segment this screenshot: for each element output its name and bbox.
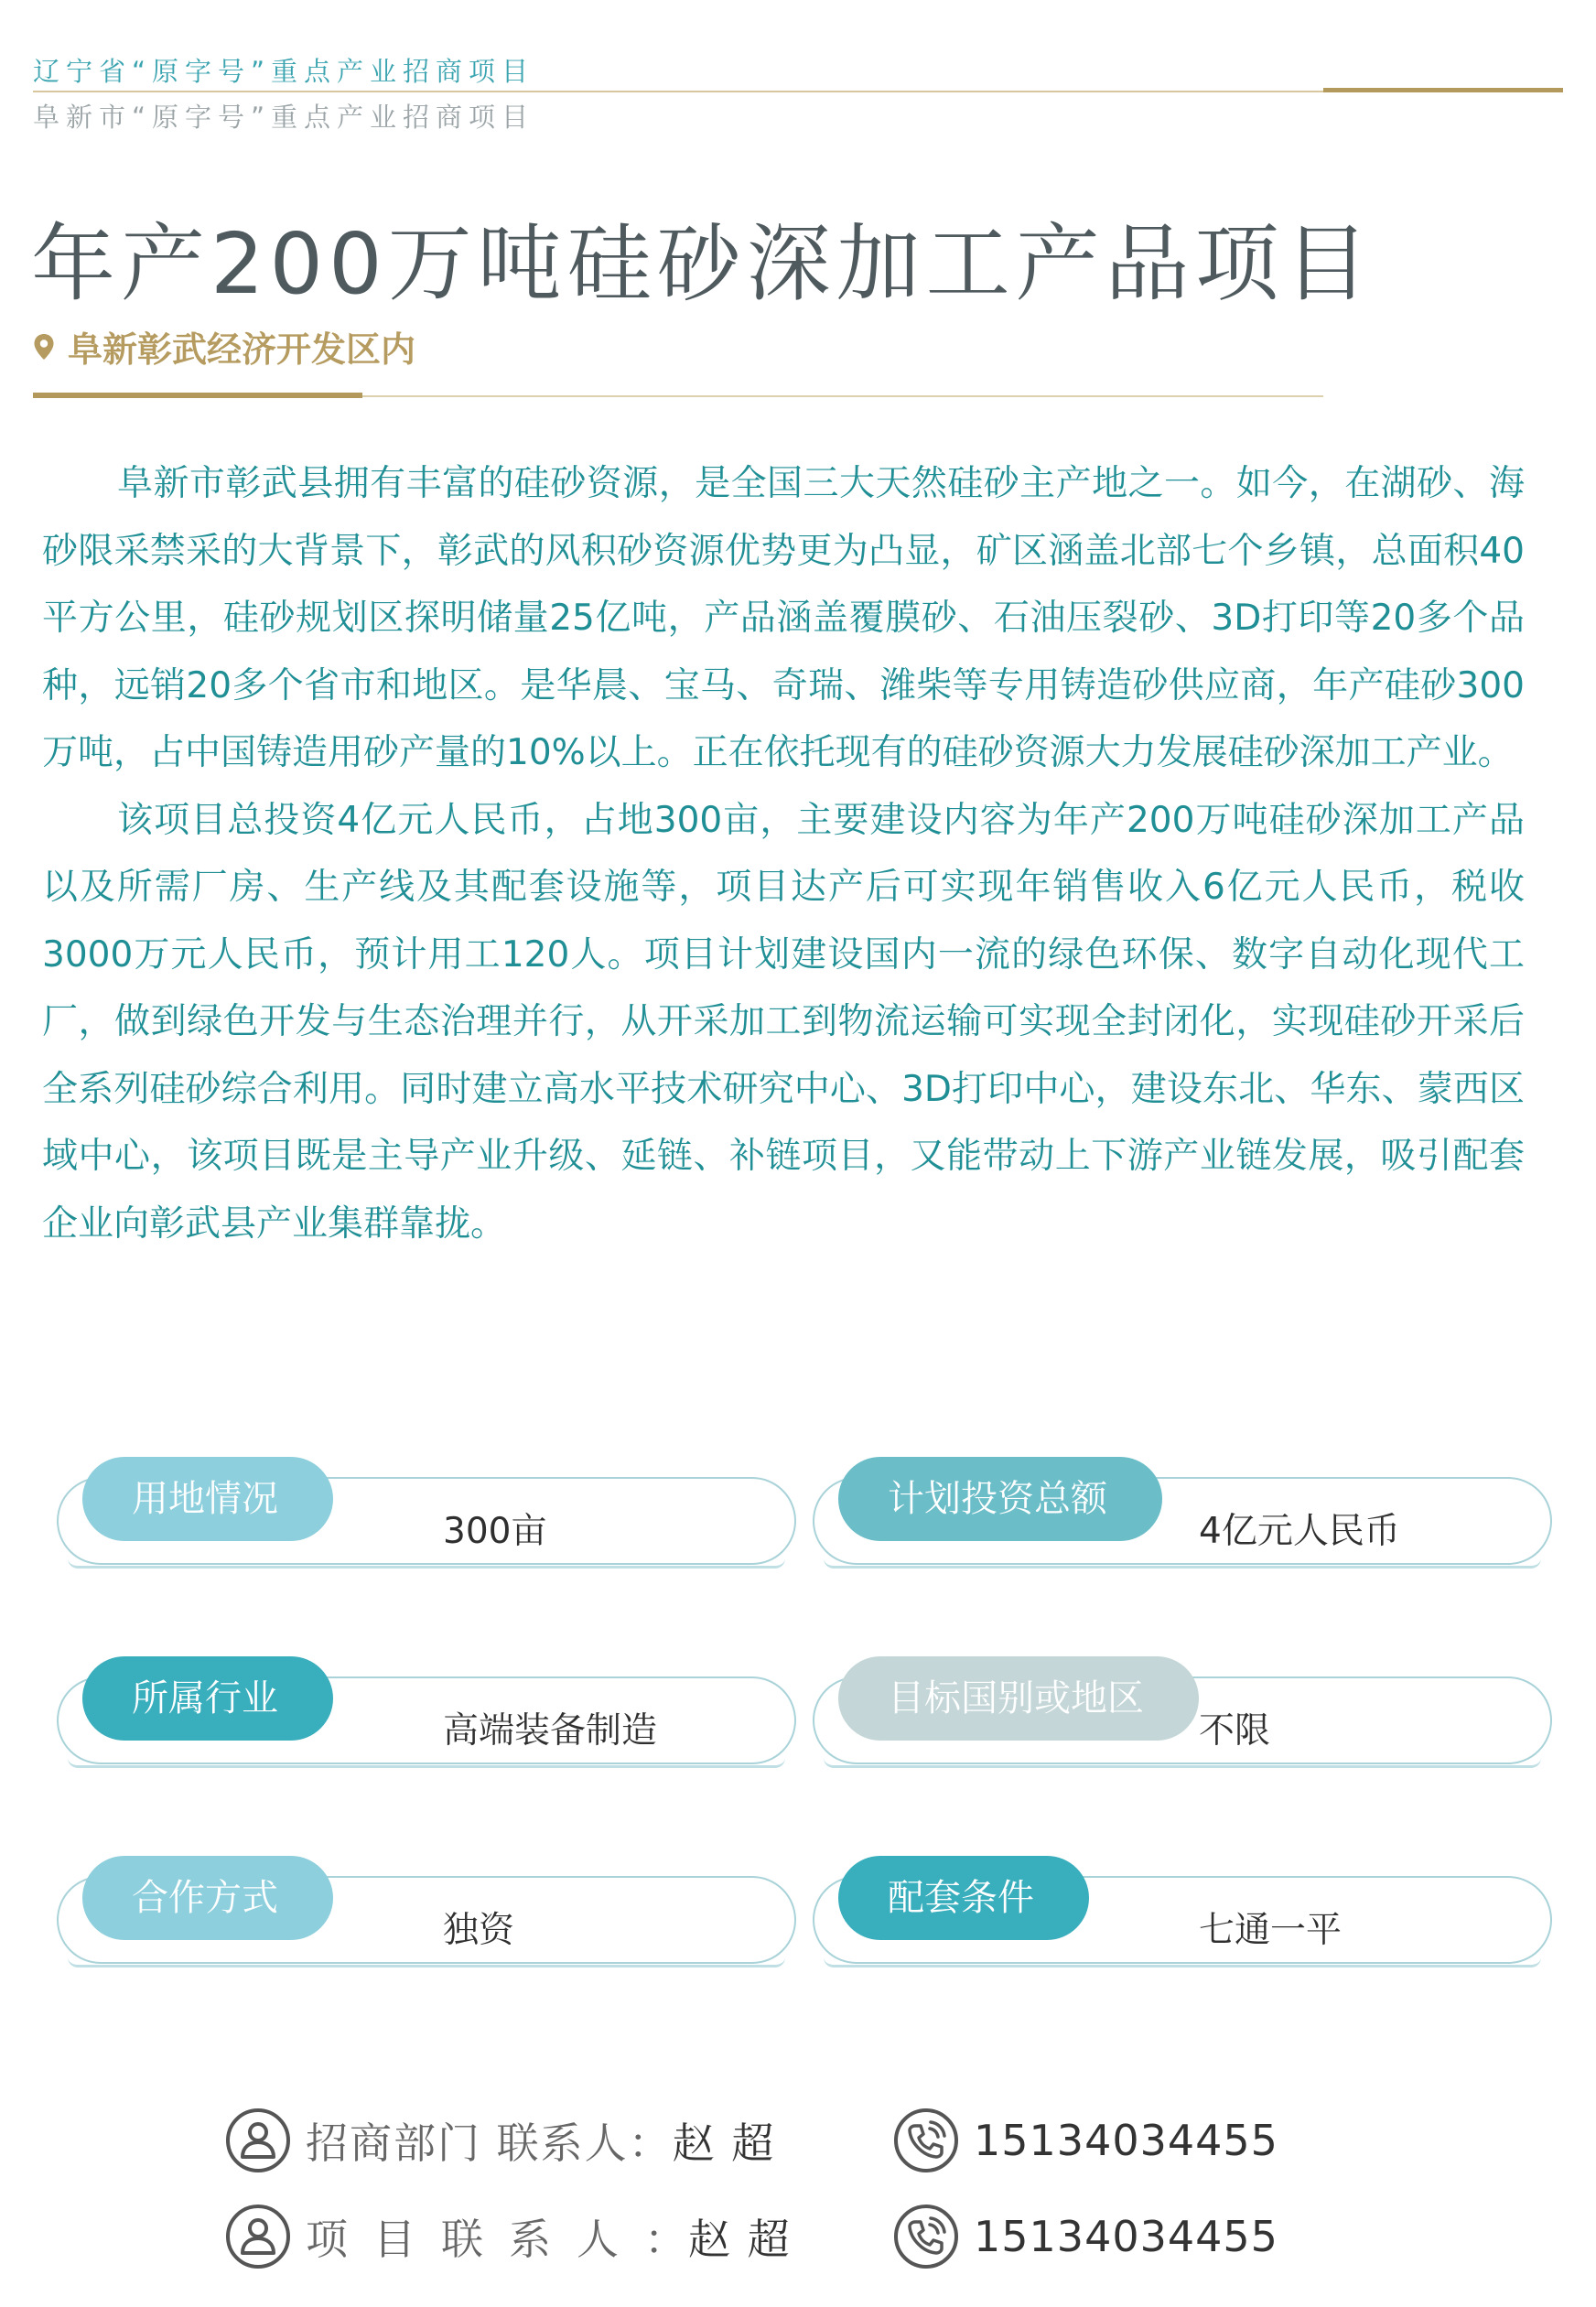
header-divider-accent [1323,88,1563,92]
contact-row-department [225,2108,775,2173]
info-value: 独资 [443,1910,515,1951]
title-divider-accent [33,393,362,398]
info-value: 300亩 [443,1511,547,1552]
info-card-land [57,1477,796,1565]
phone-icon [893,2204,959,2269]
contact-name: 赵 超 [688,2215,792,2264]
description-paragraph: 阜新市彰武县拥有丰富的硅砂资源，是全国三大天然硅砂主产地之一。如今，在湖砂、海砂限采禁采的大背景下，彰武的风积砂资源优势更为凸显，矿区涵盖北部七个乡镇，总面积40平方公里，硅砂规划区探明储量25亿吨，产品涵盖覆膜砂、石油压裂砂、3D打印等20多个品种，远销20多个省市和地区。是华晨、宝马、奇瑞、潍柴等专用铸造砂供应商，年产硅砂300万吨，占中国铸造用砂产量的10%以上。正在依托现有的硅砂资源大力发展硅砂深加工产业。 [42,463,1525,773]
info-card-facilities [813,1876,1552,1964]
project-description [42,450,1525,1257]
contact-label: 招商部门 联系人： [306,2118,673,2168]
header-line-city: 阜新市“原字号”重点产业招商项目 [33,102,535,133]
contact-name: 赵 超 [672,2118,776,2168]
phone-icon [893,2108,959,2173]
description-paragraph: 该项目总投资4亿元人民币，占地300亩，主要建设内容为年产200万吨硅砂深加工产品以及所需厂房、生产线及其配套设施等，项目达产后可实现年销售收入6亿元人民币，税收3000万元人民币，预计用工120人。项目计划建设国内一流的绿色环保、数字自动化现代工厂，做到绿色开发与生态治理并行，从开采加工到物流运输可实现全封闭化，实现硅砂开采后全系列硅砂综合利用。同时建立高水平技术研究中心、3D打印中心，建设东北、华东、蒙西区域中心，该项目既是主导产业升级、延链、补链项目，又能带动上下游产业链发展，吸引配套企业向彰武县产业集群靠拢。 [42,799,1525,1245]
page-title: 年产200万吨硅砂深加工产品项目 [31,215,1375,313]
info-label: 所属行业 [82,1656,333,1741]
info-label: 用地情况 [82,1457,333,1541]
contact-colon: ： [644,2215,688,2264]
info-card-investment [813,1477,1552,1565]
info-card-industry [57,1676,796,1764]
info-value: 4亿元人民币 [1199,1511,1400,1552]
info-card-cooperation [57,1876,796,1964]
contact-row-project [225,2204,792,2269]
project-location [33,321,415,372]
info-label: 目标国别或地区 [838,1656,1199,1741]
info-value: 高端装备制造 [443,1710,658,1752]
info-card-target-region [813,1676,1552,1764]
info-label: 合作方式 [82,1856,333,1940]
info-value: 七通一平 [1199,1910,1343,1951]
phone-number: 15134034455 [974,2212,1278,2261]
location-pin-icon [33,333,55,361]
header-line-province: 辽宁省“原字号”重点产业招商项目 [33,56,535,87]
contact-phone-department [893,2108,1278,2173]
phone-number: 15134034455 [974,2116,1278,2165]
header-divider [33,91,1323,92]
info-label: 配套条件 [838,1856,1089,1940]
person-icon [225,2204,291,2269]
info-label: 计划投资总额 [838,1457,1162,1541]
contact-label: 项目联系人 [306,2215,644,2264]
contact-phone-project [893,2204,1278,2269]
person-icon [225,2108,291,2173]
location-text: 阜新彰武经济开发区内 [68,329,416,370]
info-value: 不限 [1199,1710,1271,1752]
